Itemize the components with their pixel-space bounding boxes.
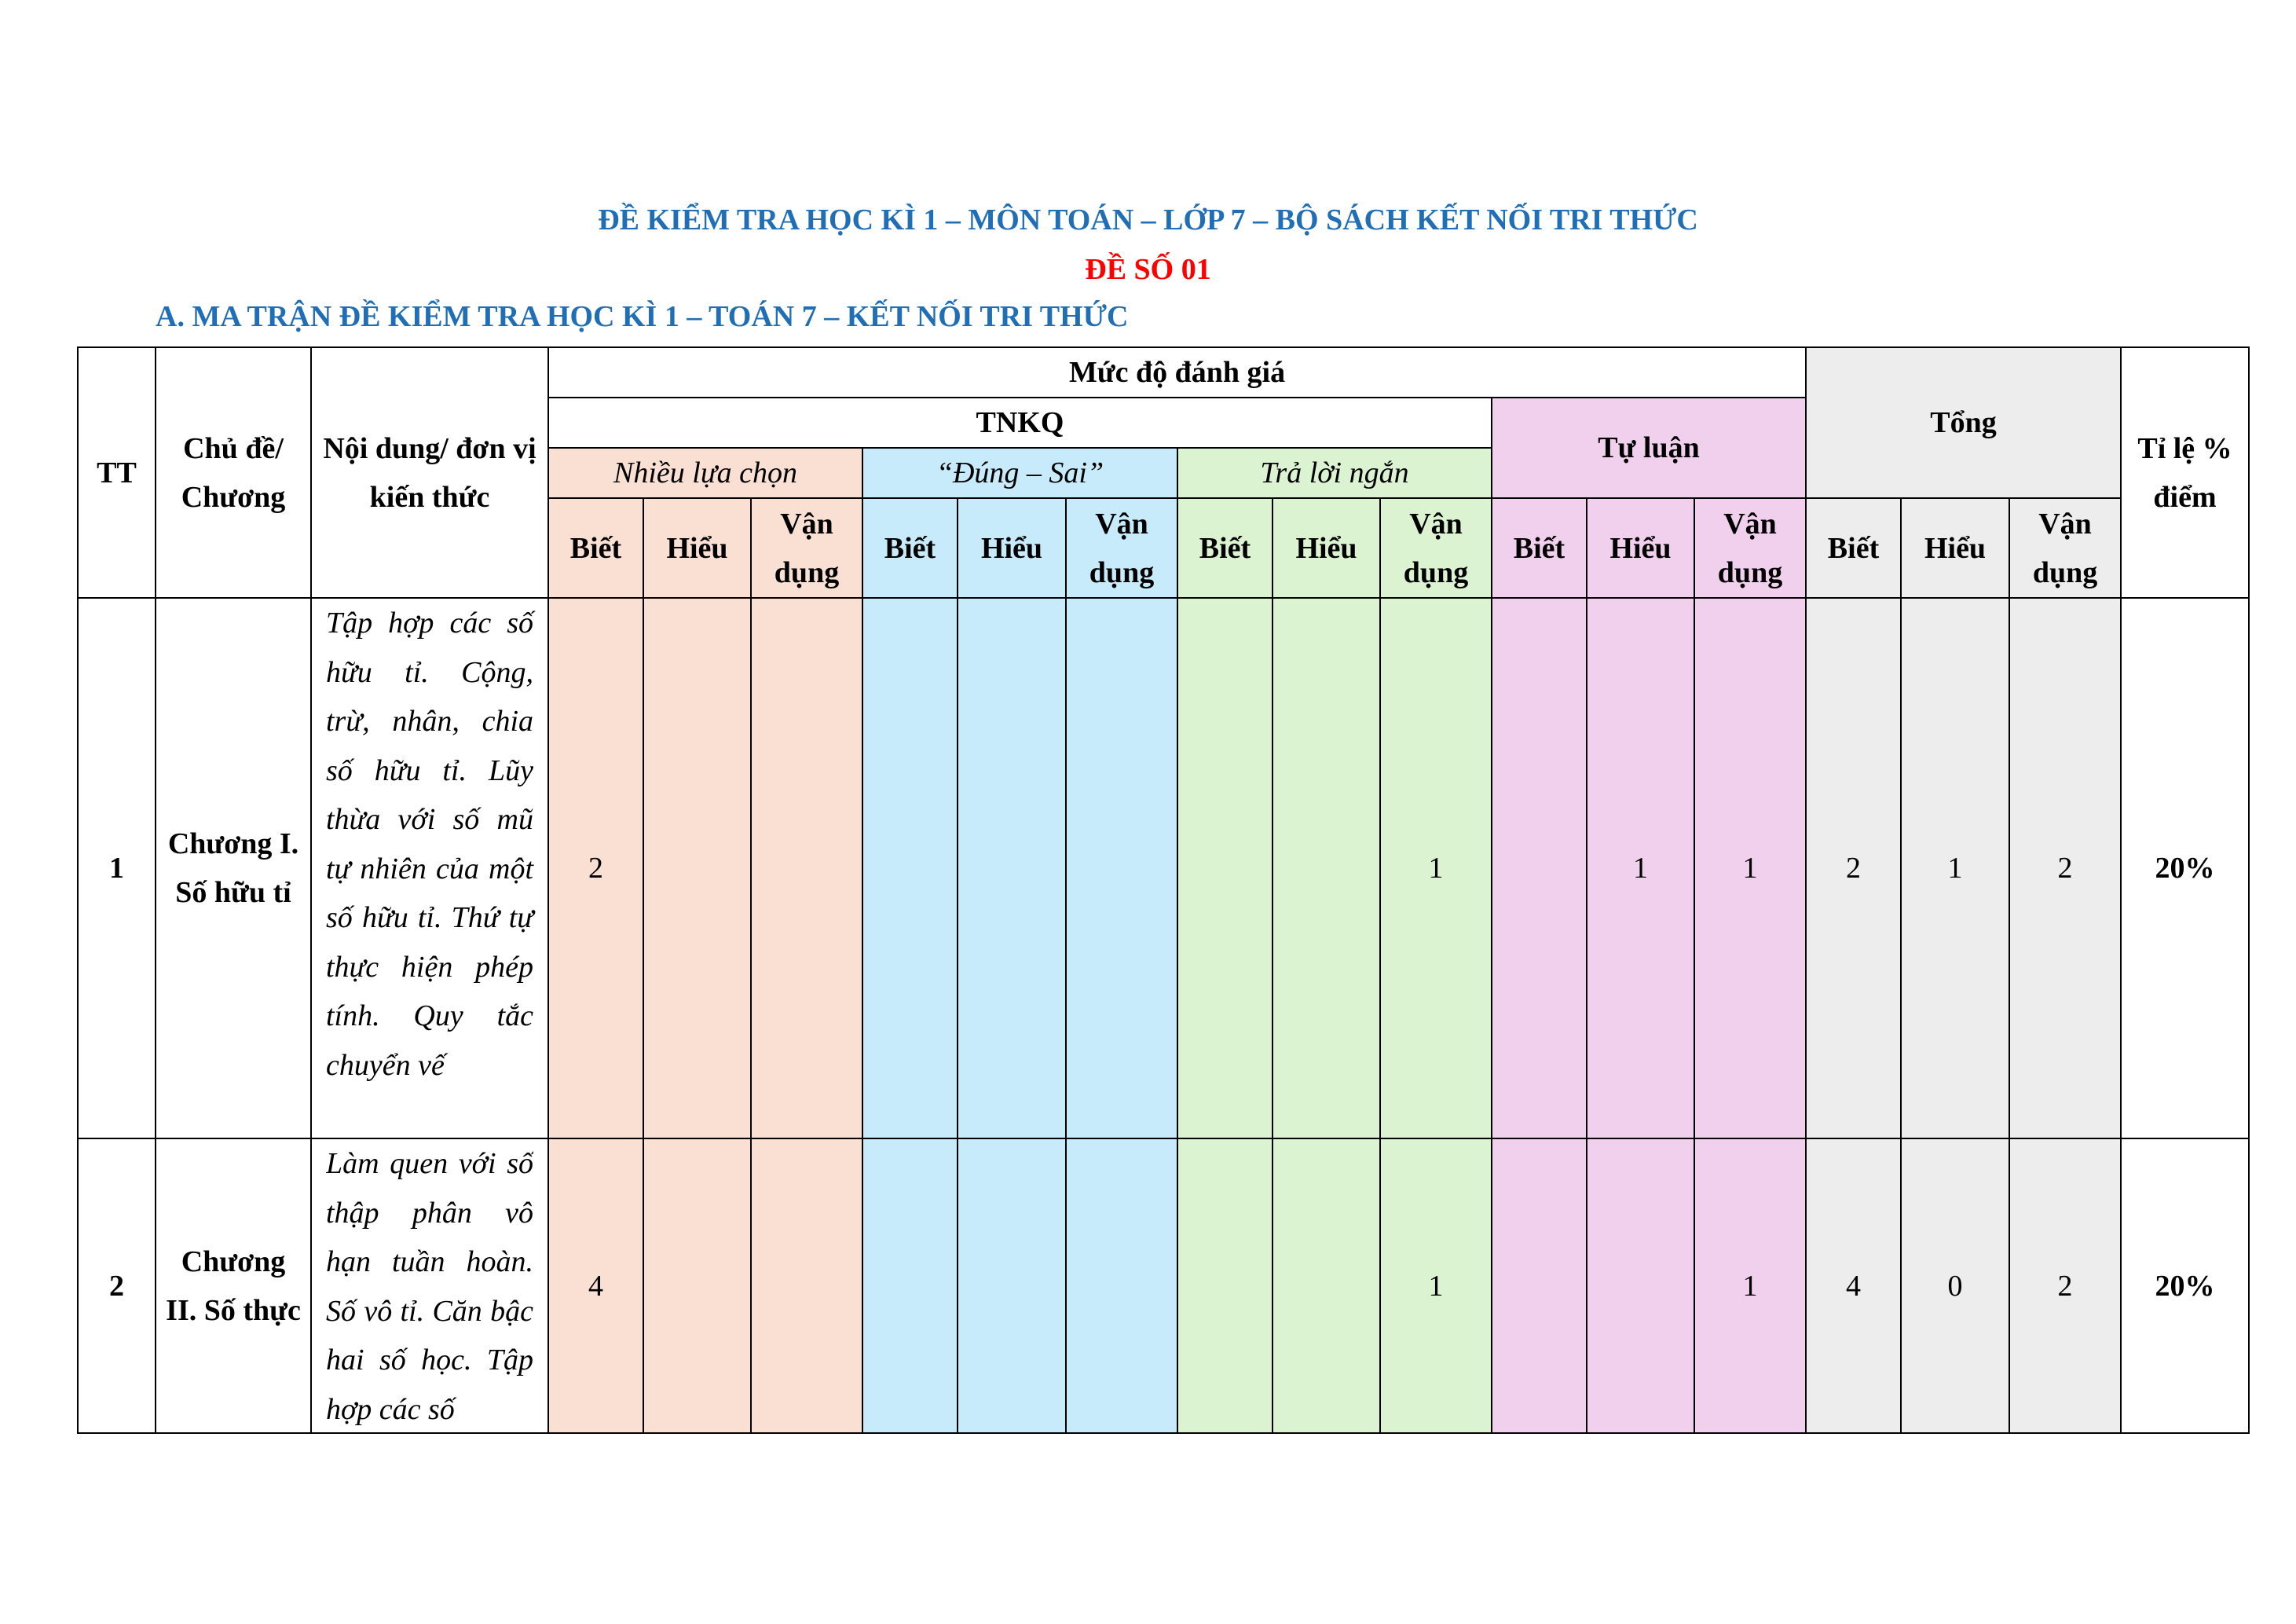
level-understand: Hiểu [1273, 498, 1380, 598]
cell-tf-understand [958, 1138, 1066, 1433]
cell-essay-apply: 1 [1694, 1138, 1806, 1433]
level-apply: Vận dụng [751, 498, 862, 598]
cell-total-know: 2 [1806, 598, 1901, 1138]
row-ratio: 20% [2121, 1138, 2249, 1433]
cell-sa-apply: 1 [1380, 1138, 1492, 1433]
header-total: Tổng [1806, 347, 2121, 498]
header-true-false: “Đúng – Sai” [862, 448, 1177, 498]
cell-essay-understand: 1 [1587, 598, 1694, 1138]
level-apply: Vận dụng [1694, 498, 1806, 598]
row-content: Làm quen với số thập phân vô hạn tuần hoàn. Số vô tỉ. Căn bậc hai số học. Tập hợp các số [326, 1147, 533, 1426]
cell-total-know: 4 [1806, 1138, 1901, 1433]
header-content: Nội dung/ đơn vị kiến thức [311, 347, 548, 598]
row-content: Tập hợp các số hữu tỉ. Cộng, trừ, nhân, chia số hữu tỉ. Lũy thừa với số mũ tự nhiên của một số hữu tỉ. Thứ tự thực hiện phép tính. Quy tắc chuyển vế [311, 598, 548, 1138]
row-content-cell [311, 1138, 548, 1433]
table-row [78, 1138, 2249, 1433]
header-multiple-choice: Nhiều lựa chọn [548, 448, 862, 498]
level-understand: Hiểu [958, 498, 1066, 598]
level-know: Biết [862, 498, 958, 598]
cell-sa-know [1177, 1138, 1273, 1433]
cell-sa-understand [1273, 1138, 1380, 1433]
header-topic: Chủ đề/ Chương [156, 347, 311, 598]
header-essay: Tự luận [1492, 398, 1806, 498]
cell-mc-understand [643, 598, 751, 1138]
row-tt: 1 [78, 598, 156, 1138]
cell-mc-apply [751, 598, 862, 1138]
assessment-matrix-table [77, 346, 2250, 1434]
level-understand: Hiểu [643, 498, 751, 598]
cell-total-apply: 2 [2009, 1138, 2121, 1433]
document-title: ĐỀ KIỂM TRA HỌC KÌ 1 – MÔN TOÁN – LỚP 7 – BỘ SÁCH KẾT NỐI TRI THỨC [598, 203, 1698, 236]
header-ratio: Tỉ lệ % điểm [2121, 347, 2249, 598]
level-apply: Vận dụng [2009, 498, 2121, 598]
cell-mc-understand [643, 1138, 751, 1433]
row-topic: Chương II. Số thực [156, 1138, 311, 1433]
cell-total-understand: 0 [1901, 1138, 2009, 1433]
cell-tf-apply [1066, 598, 1177, 1138]
cell-tf-know [862, 598, 958, 1138]
cell-mc-apply [751, 1138, 862, 1433]
cell-sa-apply: 1 [1380, 598, 1492, 1138]
cell-sa-understand [1273, 598, 1380, 1138]
cell-mc-know: 2 [548, 598, 643, 1138]
cell-essay-know [1492, 598, 1587, 1138]
section-heading: A. MA TRẬN ĐỀ KIỂM TRA HỌC KÌ 1 – TOÁN 7 – KẾT NỐI TRI THỨC [156, 300, 1129, 333]
header-row-1 [78, 347, 2249, 398]
header-tnkq: TNKQ [548, 398, 1492, 448]
cell-essay-know [1492, 1138, 1587, 1433]
level-apply: Vận dụng [1066, 498, 1177, 598]
header-tt: TT [78, 347, 156, 598]
level-know: Biết [1806, 498, 1901, 598]
cell-tf-apply [1066, 1138, 1177, 1433]
cell-tf-know [862, 1138, 958, 1433]
exam-number: ĐỀ SỐ 01 [1085, 253, 1211, 286]
cell-tf-understand [958, 598, 1066, 1138]
level-understand: Hiểu [1587, 498, 1694, 598]
table-row [78, 598, 2249, 1138]
cell-sa-know [1177, 598, 1273, 1138]
cell-total-apply: 2 [2009, 598, 2121, 1138]
row-tt: 2 [78, 1138, 156, 1433]
header-assessment-level: Mức độ đánh giá [548, 347, 1806, 398]
header-short-answer: Trả lời ngắn [1177, 448, 1492, 498]
level-understand: Hiểu [1901, 498, 2009, 598]
row-ratio: 20% [2121, 598, 2249, 1138]
row-topic: Chương I. Số hữu tỉ [156, 598, 311, 1138]
cell-mc-know: 4 [548, 1138, 643, 1433]
level-know: Biết [1177, 498, 1273, 598]
cell-essay-understand [1587, 1138, 1694, 1433]
cell-essay-apply: 1 [1694, 598, 1806, 1138]
cell-total-understand: 1 [1901, 598, 2009, 1138]
level-apply: Vận dụng [1380, 498, 1492, 598]
level-know: Biết [1492, 498, 1587, 598]
level-know: Biết [548, 498, 643, 598]
